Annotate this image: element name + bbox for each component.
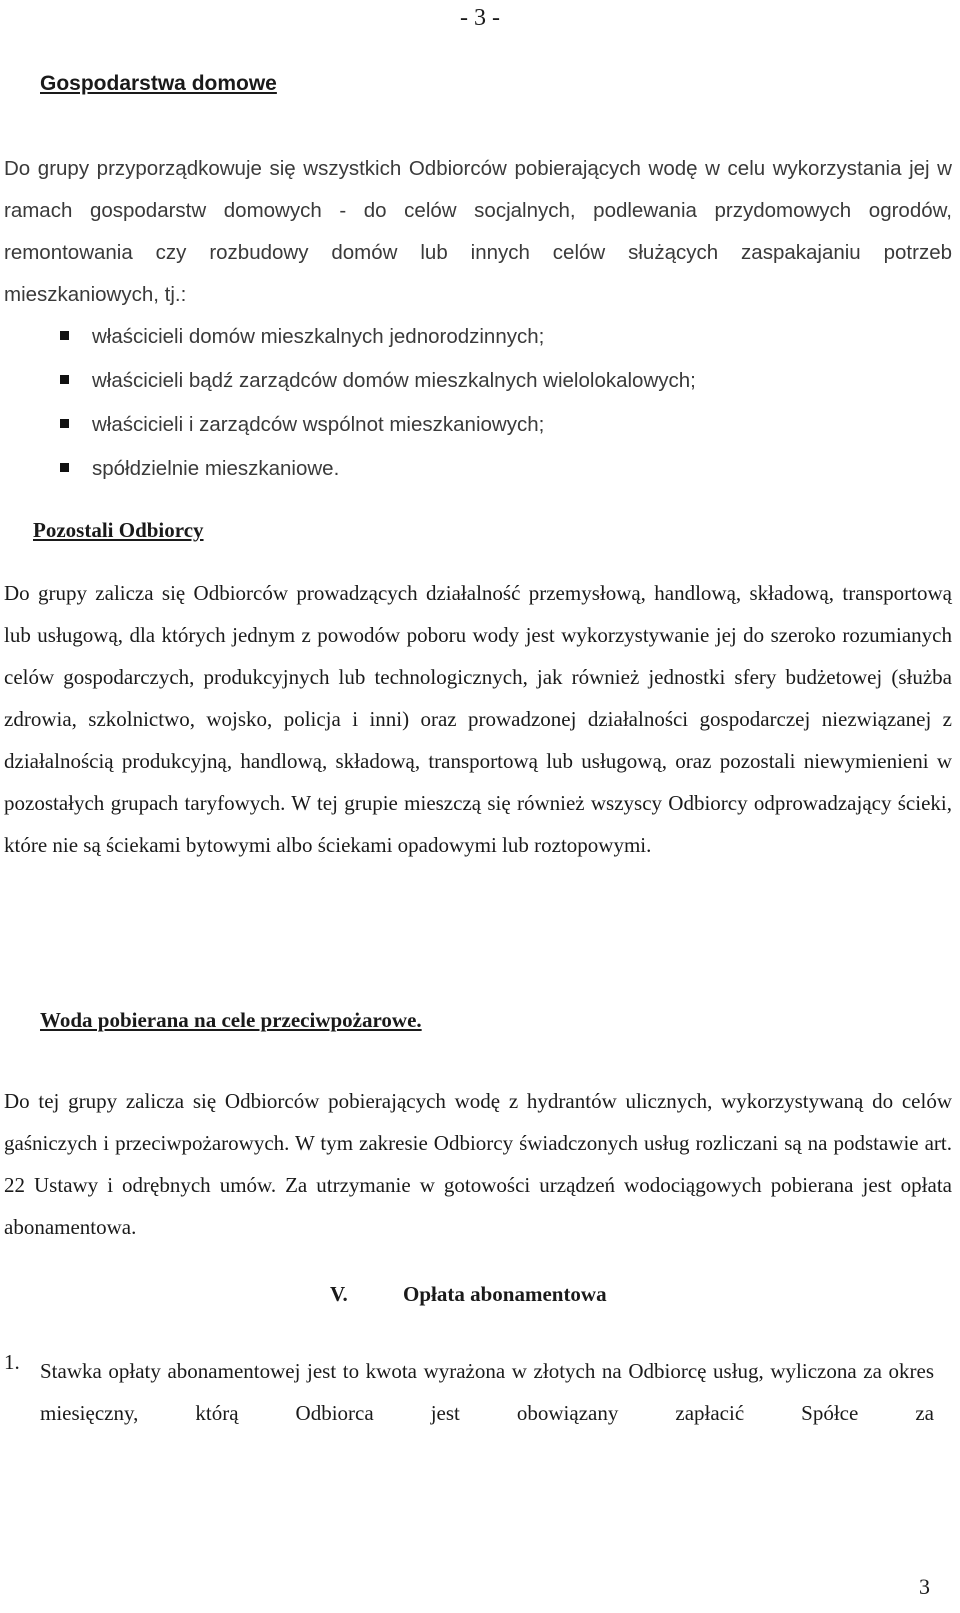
square-bullet-icon (60, 331, 69, 340)
section-number: V. (330, 1282, 348, 1306)
square-bullet-icon (60, 375, 69, 384)
square-bullet-icon (60, 419, 69, 428)
fire-body: Do tej grupy zalicza się Odbiorców pobierających wodę z hydrantów ulicznych, wykorzystywaną do celów gaśniczych i przeciwpożarowych. W tym zakresie Odbiorcy świadczonych usług rozliczani są na podstawie art. 22 Ustawy i odrębnych umów. Za utrzymanie w gotowości urządzeń wodociągowych pobierana jest opłata abonamentowa. (4, 1089, 952, 1239)
fee-item-1 (4, 1350, 934, 1434)
list-item: spółdzielnie mieszkaniowe. (60, 458, 940, 502)
households-list (60, 326, 940, 502)
page-marker: - 3 - (460, 5, 500, 31)
item-number: 1. (4, 1350, 20, 1374)
item-text: Stawka opłaty abonamentowej jest to kwota wyrażona w złotych na Odbiorcę usług, wyliczona za okres miesięczny, którą Odbiorca jest obowiązany zapłacić Spółce za (40, 1359, 934, 1425)
section-title-fee: Opłata abonamentowa (403, 1282, 607, 1306)
section-title-households: Gospodarstwa domowe (40, 72, 277, 95)
list-item: właścicieli i zarządców wspólnot mieszkaniowych; (60, 414, 940, 458)
section-title-fire: Woda pobierana na cele przeciwpożarowe. (40, 1008, 422, 1032)
list-item: właścicieli bądź zarządców domów mieszkalnych wielolokalowych; (60, 370, 940, 414)
square-bullet-icon (60, 463, 69, 472)
section-title-others: Pozostali Odbiorcy (33, 518, 204, 542)
list-item: właścicieli domów mieszkalnych jednorodzinnych; (60, 326, 940, 370)
page-number: 3 (919, 1574, 930, 1599)
others-body: Do grupy zalicza się Odbiorców prowadzących działalność przemysłową, handlową, składową, transportową lub usługową, dla których jednym z powodów poboru wody jest wykorzystywanie jej do szeroko rozumianych celów gospodarczych, produkcyjnych lub technologicznych, jak również jednostki sfery budżetowej (służba zdrowia, szkolnictwo, wojsko, policja i inni) oraz prowadzonej działalności gospodarczej niezwiązanej z działalnością produkcyjną, handlową, składową, transportową lub usługową, oraz pozostali niewymienieni w pozostałych grupach taryfowych. W tej grupie mieszczą się również wszyscy Odbiorcy odprowadzający ścieki, które nie są ściekami bytowymi albo ściekami opadowymi lub roztopowymi. (4, 581, 952, 857)
households-intro: Do grupy przyporządkowuje się wszystkich Odbiorców pobierających wodę w celu wykorzystania jej w ramach gospodarstw domowych - do celów socjalnych, podlewania przydomowych ogrodów, remontowania czy rozbudowy domów lub innych celów służących zaspakajaniu potrzeb mieszkaniowych, tj.: (4, 157, 952, 306)
